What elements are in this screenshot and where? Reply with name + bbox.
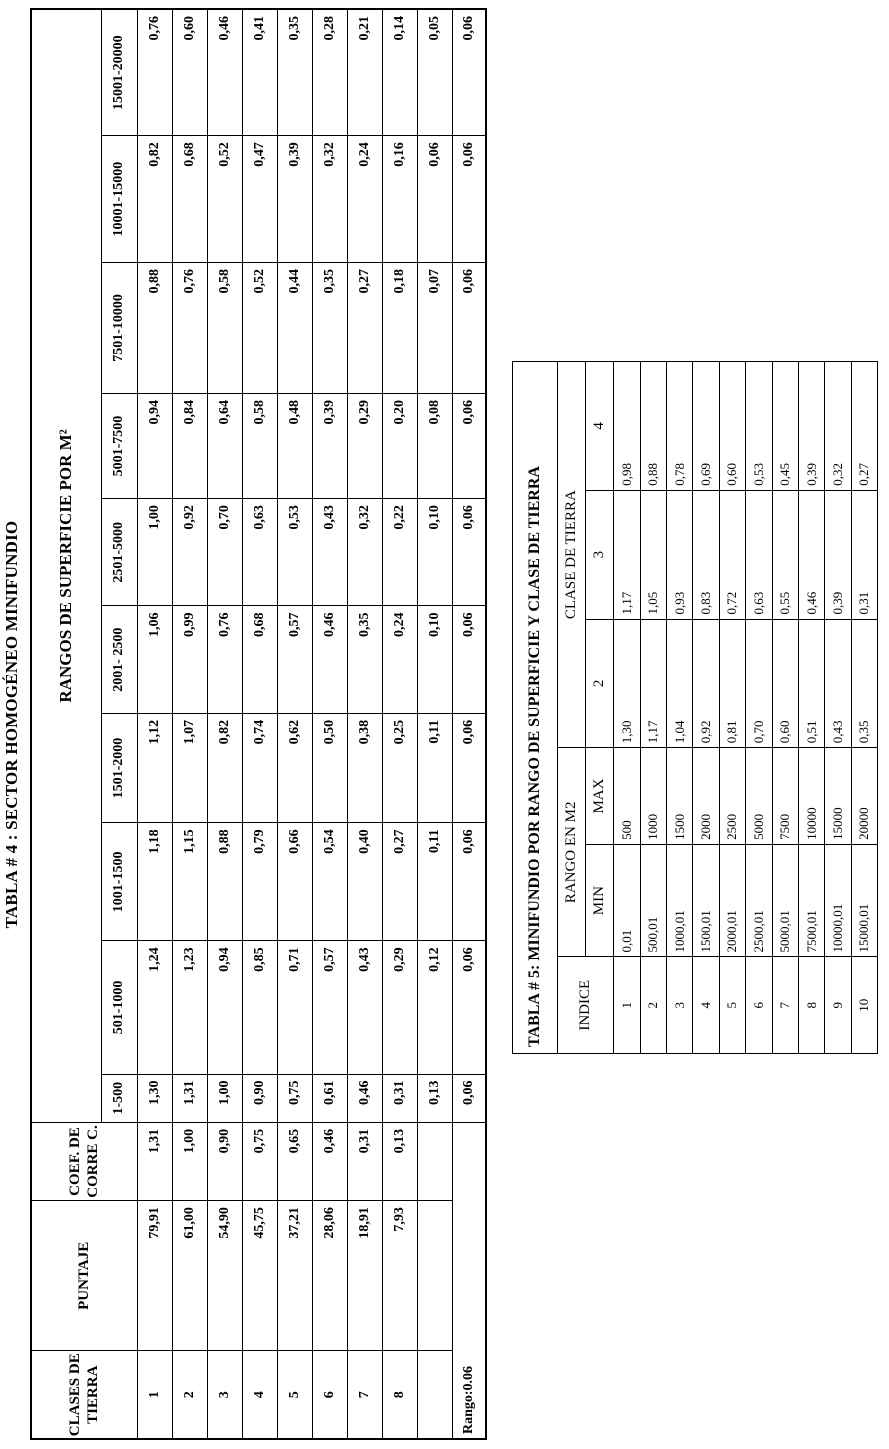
value-cell: 0,10 — [417, 606, 452, 713]
clase4-cell: 0,98 — [614, 362, 640, 491]
value-cell: 1,12 — [137, 713, 172, 823]
max-header: MAX — [585, 748, 613, 845]
value-cell: 1,06 — [137, 606, 172, 713]
range-header: 7501-10000 — [101, 262, 137, 393]
footer-value-cell: 0,06 — [452, 1074, 486, 1122]
value-cell: 0,24 — [347, 136, 382, 263]
table4-footer-row — [452, 9, 486, 1439]
value-cell: 1,00 — [137, 499, 172, 606]
indice-cell: 10 — [851, 957, 877, 1054]
table4-row — [207, 9, 242, 1439]
min-cell: 10000,01 — [825, 844, 851, 957]
clase-cell: 4 — [242, 1351, 277, 1439]
value-cell: 0,90 — [242, 1074, 277, 1122]
value-cell: 0,20 — [382, 393, 417, 498]
clase3-cell: 1,05 — [640, 490, 666, 619]
indice-cell: 6 — [746, 957, 772, 1054]
puntaje-header: PUNTAJE — [31, 1201, 137, 1351]
table4-header-row — [31, 9, 101, 1439]
table5-row — [772, 362, 798, 1054]
clase-cell: 7 — [347, 1351, 382, 1439]
coef-cell: 1,31 — [137, 1122, 172, 1200]
value-cell: 0,07 — [417, 262, 452, 393]
value-cell: 0,68 — [242, 606, 277, 713]
footer-value-cell: 0,06 — [452, 136, 486, 263]
clase-cell — [417, 1351, 452, 1439]
clase3-cell: 0,93 — [667, 490, 693, 619]
clases-header: CLASES DE TIERRA — [31, 1351, 137, 1439]
value-cell: 0,94 — [207, 941, 242, 1074]
value-cell: 0,47 — [242, 136, 277, 263]
value-cell: 0,82 — [207, 713, 242, 823]
coef-cell: 1,00 — [172, 1122, 207, 1200]
clase4-cell: 0,32 — [825, 362, 851, 491]
puntaje-cell: 54,90 — [207, 1201, 242, 1351]
clase3-cell: 0,31 — [851, 490, 877, 619]
table4-row — [417, 9, 452, 1439]
value-cell: 1,31 — [172, 1074, 207, 1122]
value-cell: 0,74 — [242, 713, 277, 823]
clase3-cell: 1,17 — [614, 490, 640, 619]
coef-cell: 0,90 — [207, 1122, 242, 1200]
value-cell: 0,88 — [207, 823, 242, 941]
value-cell: 0,31 — [382, 1074, 417, 1122]
clase-cell: 8 — [382, 1351, 417, 1439]
max-cell: 7500 — [772, 748, 798, 845]
clase2-cell: 1,17 — [640, 619, 666, 748]
value-cell: 0,58 — [242, 393, 277, 498]
value-cell: 0,39 — [312, 393, 347, 498]
value-cell: 1,23 — [172, 941, 207, 1074]
value-cell: 0,76 — [207, 606, 242, 713]
table5-row — [667, 362, 693, 1054]
table5-row — [851, 362, 877, 1054]
value-cell: 0,12 — [417, 941, 452, 1074]
indice-cell: 4 — [693, 957, 719, 1054]
footer-value-cell: 0,06 — [452, 262, 486, 393]
value-cell: 0,16 — [382, 136, 417, 263]
coef-cell — [417, 1122, 452, 1200]
clase3-cell: 0,55 — [772, 490, 798, 619]
min-cell: 7500,01 — [798, 844, 824, 957]
value-cell: 0,84 — [172, 393, 207, 498]
value-cell: 0,99 — [172, 606, 207, 713]
coef-cell: 0,31 — [347, 1122, 382, 1200]
value-cell: 0,25 — [382, 713, 417, 823]
puntaje-cell: 18,91 — [347, 1201, 382, 1351]
max-cell: 5000 — [746, 748, 772, 845]
max-cell: 2000 — [693, 748, 719, 845]
clase4-cell: 0,60 — [719, 362, 745, 491]
clase-cell: 5 — [277, 1351, 312, 1439]
value-cell: 0,06 — [417, 136, 452, 263]
clase-cell: 1 — [137, 1351, 172, 1439]
value-cell: 0,76 — [137, 9, 172, 136]
indice-header: INDICE — [557, 957, 614, 1054]
table4-row — [312, 9, 347, 1439]
table5-row — [614, 362, 640, 1054]
value-cell: 1,07 — [172, 713, 207, 823]
value-cell: 0,29 — [382, 941, 417, 1074]
coef-cell: 0,13 — [382, 1122, 417, 1200]
table5-title-row — [513, 362, 558, 1054]
value-cell: 0,38 — [347, 713, 382, 823]
max-cell: 15000 — [825, 748, 851, 845]
clase2-cell: 1,30 — [614, 619, 640, 748]
min-cell: 0,01 — [614, 844, 640, 957]
value-cell: 0,48 — [277, 393, 312, 498]
value-cell: 0,40 — [347, 823, 382, 941]
table4-row — [137, 9, 172, 1439]
min-cell: 5000,01 — [772, 844, 798, 957]
value-cell: 0,35 — [277, 9, 312, 136]
value-cell: 0,46 — [347, 1074, 382, 1122]
value-cell: 0,29 — [347, 393, 382, 498]
min-cell: 15000,01 — [851, 844, 877, 957]
value-cell: 0,94 — [137, 393, 172, 498]
clase4-cell: 0,53 — [746, 362, 772, 491]
puntaje-cell: 37,21 — [277, 1201, 312, 1351]
table4-body — [31, 9, 486, 1439]
clase-cell: 3 — [207, 1351, 242, 1439]
indice-cell: 7 — [772, 957, 798, 1054]
value-cell: 0,75 — [277, 1074, 312, 1122]
value-cell: 0,54 — [312, 823, 347, 941]
min-header: MIN — [585, 844, 613, 957]
clase3-cell: 0,39 — [825, 490, 851, 619]
puntaje-cell: 61,00 — [172, 1201, 207, 1351]
clase4-cell: 0,88 — [640, 362, 666, 491]
table4 — [30, 8, 487, 1440]
table4-row — [172, 9, 207, 1439]
value-cell: 0,35 — [347, 606, 382, 713]
clase3-cell: 0,46 — [798, 490, 824, 619]
rango-m2-header: RANGO EN M2 — [557, 748, 585, 957]
clase-cell: 2 — [172, 1351, 207, 1439]
range-header: 2501-5000 — [101, 499, 137, 606]
clase4-cell: 0,39 — [798, 362, 824, 491]
table4-row — [277, 9, 312, 1439]
table5-row — [798, 362, 824, 1054]
clase-cell: 6 — [312, 1351, 347, 1439]
coef-cell: 0,46 — [312, 1122, 347, 1200]
clase4-cell: 0,27 — [851, 362, 877, 491]
clase2-cell: 0,92 — [693, 619, 719, 748]
range-header: 1-500 — [101, 1074, 137, 1122]
value-cell: 0,11 — [417, 713, 452, 823]
puntaje-cell — [417, 1201, 452, 1351]
table5-body — [513, 362, 878, 1054]
clase2-cell: 0,43 — [825, 619, 851, 748]
value-cell: 0,41 — [242, 9, 277, 136]
value-cell: 0,21 — [347, 9, 382, 136]
coef-header: COEF. DE CORRE C. — [31, 1122, 137, 1200]
value-cell: 0,18 — [382, 262, 417, 393]
indice-cell: 9 — [825, 957, 851, 1054]
min-cell: 500,01 — [640, 844, 666, 957]
value-cell: 1,15 — [172, 823, 207, 941]
clase2-cell: 0,60 — [772, 619, 798, 748]
value-cell: 0,58 — [207, 262, 242, 393]
range-header: 5001-7500 — [101, 393, 137, 498]
value-cell: 0,22 — [382, 499, 417, 606]
value-cell: 0,08 — [417, 393, 452, 498]
value-cell: 0,50 — [312, 713, 347, 823]
max-cell: 20000 — [851, 748, 877, 845]
clase2-cell: 0,51 — [798, 619, 824, 748]
clase3-cell: 0,63 — [746, 490, 772, 619]
value-cell: 0,71 — [277, 941, 312, 1074]
indice-cell: 8 — [798, 957, 824, 1054]
max-cell: 500 — [614, 748, 640, 845]
table4-title: TABLA # 4 : SECTOR HOMOGÉNEO MINIFUNDIO — [2, 520, 21, 929]
value-cell: 0,28 — [312, 9, 347, 136]
value-cell: 0,79 — [242, 823, 277, 941]
value-cell: 1,18 — [137, 823, 172, 941]
max-cell: 10000 — [798, 748, 824, 845]
clase4-cell: 0,45 — [772, 362, 798, 491]
min-cell: 2000,01 — [719, 844, 745, 957]
value-cell: 0,27 — [382, 823, 417, 941]
clase3-cell: 0,72 — [719, 490, 745, 619]
value-cell: 0,82 — [137, 136, 172, 263]
max-cell: 1000 — [640, 748, 666, 845]
footer-value-cell: 0,06 — [452, 9, 486, 136]
value-cell: 1,00 — [207, 1074, 242, 1122]
value-cell: 0,61 — [312, 1074, 347, 1122]
table5-row — [746, 362, 772, 1054]
footer-value-cell: 0,06 — [452, 713, 486, 823]
puntaje-cell: 45,75 — [242, 1201, 277, 1351]
table5 — [512, 361, 878, 1054]
table5-header-row — [557, 362, 585, 1054]
coef-cell: 0,65 — [277, 1122, 312, 1200]
max-cell: 2500 — [719, 748, 745, 845]
table4-row — [382, 9, 417, 1439]
value-cell: 0,14 — [382, 9, 417, 136]
value-cell: 0,60 — [172, 9, 207, 136]
table4-row — [347, 9, 382, 1439]
value-cell: 0,52 — [207, 136, 242, 263]
clase2-cell: 0,70 — [746, 619, 772, 748]
value-cell: 0,35 — [312, 262, 347, 393]
min-cell: 1500,01 — [693, 844, 719, 957]
clase2-cell: 0,35 — [851, 619, 877, 748]
value-cell: 0,92 — [172, 499, 207, 606]
value-cell: 0,27 — [347, 262, 382, 393]
range-header: 10001-15000 — [101, 136, 137, 263]
indice-cell: 3 — [667, 957, 693, 1054]
table5-row — [825, 362, 851, 1054]
clase3-cell: 0,83 — [693, 490, 719, 619]
rangos-header: RANGOS DE SUPERFICIE POR M² — [31, 9, 101, 1122]
value-cell: 0,70 — [207, 499, 242, 606]
value-cell: 0,32 — [312, 136, 347, 263]
table5-row — [719, 362, 745, 1054]
min-cell: 1000,01 — [667, 844, 693, 957]
value-cell: 0,64 — [207, 393, 242, 498]
table5-subheader-row — [585, 362, 613, 1054]
value-cell: 0,46 — [312, 606, 347, 713]
range-header: 15001-20000 — [101, 9, 137, 136]
value-cell: 0,11 — [417, 823, 452, 941]
value-cell: 0,68 — [172, 136, 207, 263]
value-cell: 0,43 — [347, 941, 382, 1074]
value-cell: 0,57 — [277, 606, 312, 713]
clase2-cell: 1,04 — [667, 619, 693, 748]
value-cell: 0,88 — [137, 262, 172, 393]
value-cell: 0,13 — [417, 1074, 452, 1122]
footer-value-cell: 0,06 — [452, 606, 486, 713]
clase-number-header: 4 — [585, 362, 613, 491]
indice-cell: 1 — [614, 957, 640, 1054]
puntaje-cell: 28,06 — [312, 1201, 347, 1351]
value-cell: 1,24 — [137, 941, 172, 1074]
footer-value-cell: 0,06 — [452, 499, 486, 606]
puntaje-cell: 7,93 — [382, 1201, 417, 1351]
value-cell: 0,85 — [242, 941, 277, 1074]
range-header: 1001-1500 — [101, 823, 137, 941]
value-cell: 0,46 — [207, 9, 242, 136]
indice-cell: 2 — [640, 957, 666, 1054]
value-cell: 0,62 — [277, 713, 312, 823]
value-cell: 0,39 — [277, 136, 312, 263]
value-cell: 0,76 — [172, 262, 207, 393]
clase2-cell: 0,81 — [719, 619, 745, 748]
footer-value-cell: 0,06 — [452, 823, 486, 941]
table4-row — [242, 9, 277, 1439]
table5-title: TABLA # 5: MINIFUNDIO POR RANGO DE SUPERFICIE Y CLASE DE TIERRA — [513, 362, 558, 1054]
value-cell: 0,05 — [417, 9, 452, 136]
clase4-cell: 0,69 — [693, 362, 719, 491]
coef-cell: 0,75 — [242, 1122, 277, 1200]
value-cell: 0,57 — [312, 941, 347, 1074]
clase-number-header: 3 — [585, 490, 613, 619]
max-cell: 1500 — [667, 748, 693, 845]
value-cell: 0,53 — [277, 499, 312, 606]
range-header: 2001- 2500 — [101, 606, 137, 713]
value-cell: 0,32 — [347, 499, 382, 606]
clase-tierra-header: CLASE DE TIERRA — [557, 362, 585, 748]
range-header: 1501-2000 — [101, 713, 137, 823]
puntaje-cell: 79,91 — [137, 1201, 172, 1351]
value-cell: 0,66 — [277, 823, 312, 941]
value-cell: 0,52 — [242, 262, 277, 393]
value-cell: 0,44 — [277, 262, 312, 393]
min-cell: 2500,01 — [746, 844, 772, 957]
clase-number-header: 2 — [585, 619, 613, 748]
clase4-cell: 0,78 — [667, 362, 693, 491]
rango-label: Rango:0.06 — [452, 1122, 486, 1439]
value-cell: 0,43 — [312, 499, 347, 606]
footer-value-cell: 0,06 — [452, 393, 486, 498]
value-cell: 0,63 — [242, 499, 277, 606]
range-header: 501-1000 — [101, 941, 137, 1074]
table5-row — [640, 362, 666, 1054]
indice-cell: 5 — [719, 957, 745, 1054]
value-cell: 1,30 — [137, 1074, 172, 1122]
table5-row — [693, 362, 719, 1054]
value-cell: 0,24 — [382, 606, 417, 713]
value-cell: 0,10 — [417, 499, 452, 606]
footer-value-cell: 0,06 — [452, 941, 486, 1074]
